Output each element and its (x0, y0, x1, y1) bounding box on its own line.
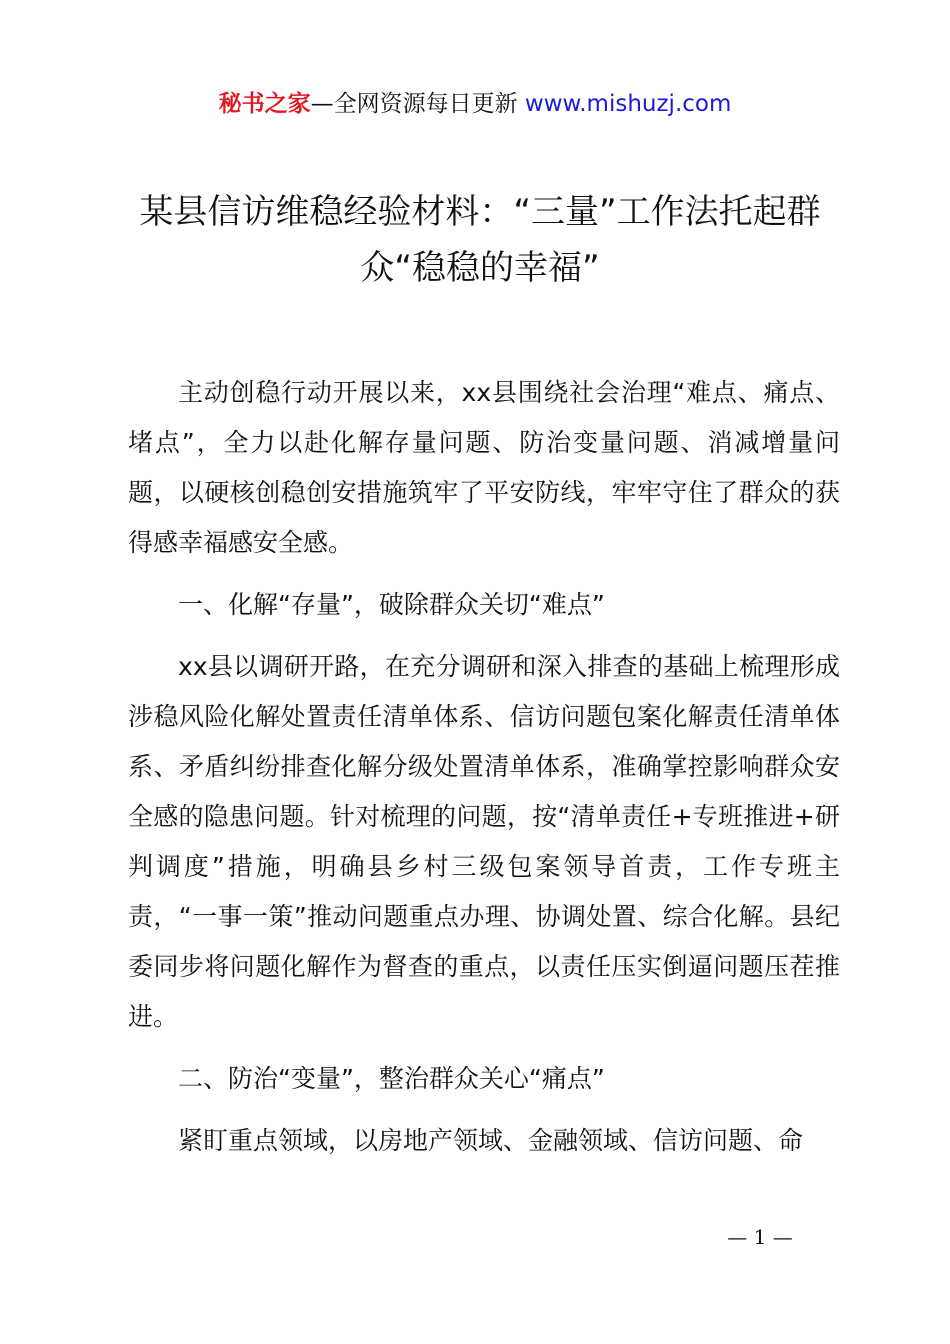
page-number: — 1 — (727, 1225, 793, 1249)
section-1-paragraph: xx县以调研开路，在充分调研和深入排查的基础上梳理形成涉稳风险化解处置责任清单体系、信访问题包案化解责任清单体系、矛盾纠纷排查化解分级处置清单体系，准确掌控影响群众安全感的隐患问题。针对梳理的问题，按“清单责任+专班推进+研判调度”措施，明确县乡村三级包案领导首责，工作专班主责，“一事一策”推动问题重点办理、协调处置、综合化解。县纪委同步将问题化解作为督查的重点，以责任压实倒逼问题压茬推进。 (128, 652, 840, 1031)
section-2-heading: 二、防治“变量”，整治群众关心“痛点” (178, 1064, 605, 1093)
section-1-heading: 一、化解“存量”，破除群众关切“难点” (178, 590, 605, 619)
brand-name: 秘书之家 (218, 91, 311, 117)
document-title: 某县信访维稳经验材料：“三量”工作法托起群众“稳稳的幸福” (139, 192, 821, 288)
intro-paragraph: 主动创稳行动开展以来，xx县围绕社会治理“难点、痛点、堵点”，全力以赴化解存量问题、防治变量问题、消减增量问题，以硬核创稳创安措施筑牢了平安防线，牢牢守住了群众的获得感幸福感安全感。 (128, 378, 840, 557)
site-url-link[interactable]: www.mishuzj.com (524, 91, 732, 117)
site-header (0, 88, 950, 120)
header-tagline: —全网资源每日更新 (310, 91, 525, 117)
document-body (128, 368, 840, 1166)
section-2-paragraph: 紧盯重点领域，以房地产领域、金融领域、信访问题、命 (178, 1126, 804, 1155)
